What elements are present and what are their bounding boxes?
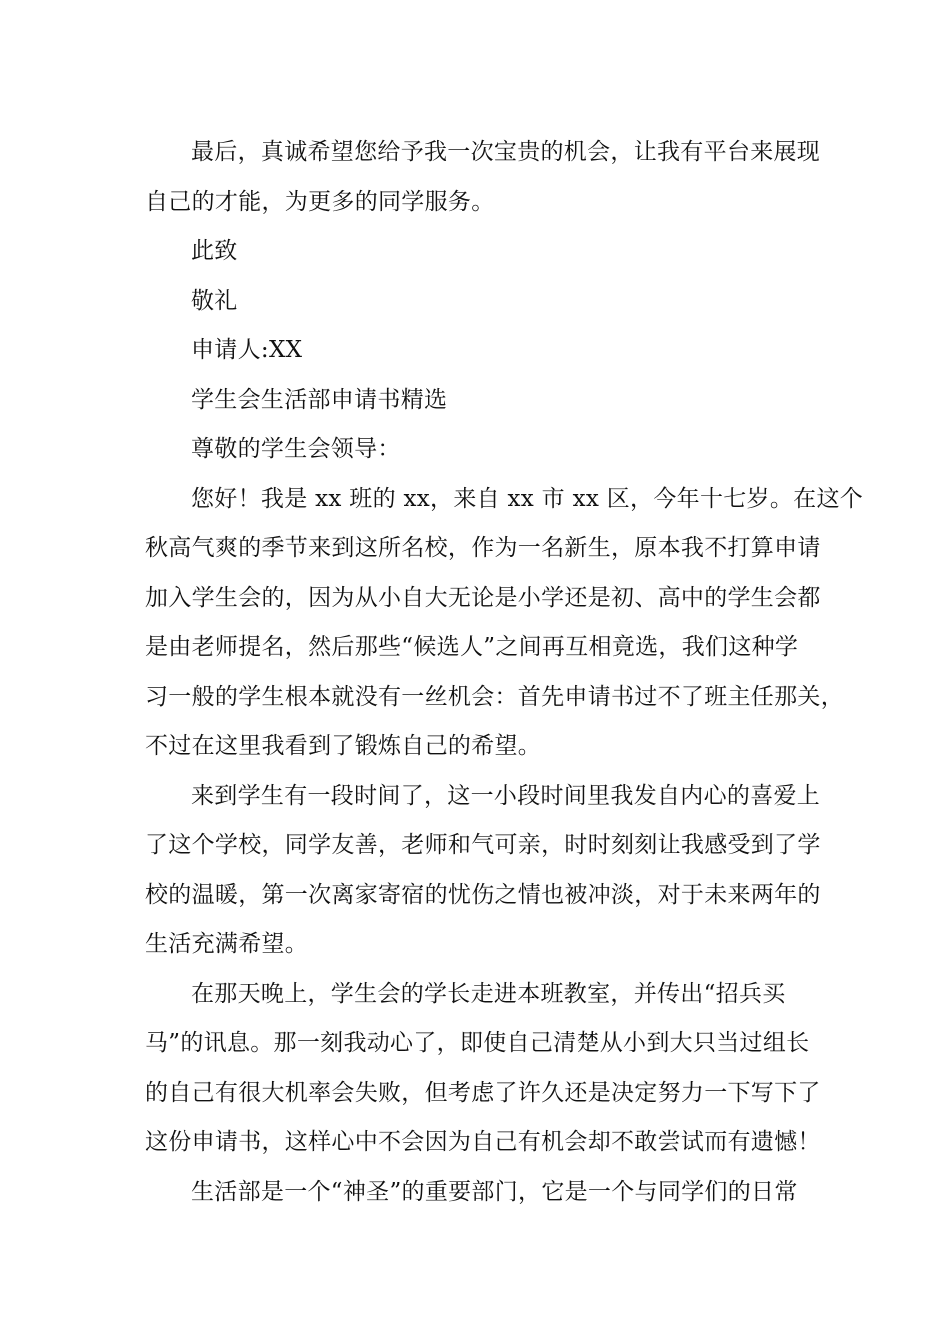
paragraph-line: 秋高气爽的季节来到这所名校，作为一名新生，原本我不打算申请 xyxy=(145,535,821,561)
paragraph-line: 来到学生有一段时间了，这一小段时间里我发自内心的喜爱上 xyxy=(191,782,821,809)
department-paragraph xyxy=(145,1168,825,1218)
salutation-jingli xyxy=(145,277,825,327)
paragraph-line: 最后，真诚希望您给予我一次宝贵的机会，让我有平台来展现 xyxy=(191,139,821,165)
paragraph-line: 学生会生活部申请书精选 xyxy=(191,386,448,413)
paragraph-line: 此致 xyxy=(191,238,238,264)
paragraph-line: 敬礼 xyxy=(191,287,238,314)
paragraph-line: 申请人:XX xyxy=(191,337,303,363)
paragraph-line: 不过在这里我看到了锻炼自己的希望。 xyxy=(145,733,542,759)
paragraph-line: 了这个学校，同学友善，老师和气可亲，时时刻刻让我感受到了学 xyxy=(145,832,821,858)
letter-greeting xyxy=(145,425,825,475)
paragraph-line: 您好！我是 xx 班的 xx，来自 xx 市 xx 区，今年十七岁。在这个 xyxy=(191,485,864,512)
paragraph-line: 生活充满希望。 xyxy=(145,931,309,957)
salutation-cizhi xyxy=(145,227,825,277)
paragraph-line: 是由老师提名，然后那些“候选人”之间再互相竟选，我们这种学 xyxy=(145,634,799,660)
paragraph-line: 生活部是一个“神圣”的重要部门，它是一个与同学们的日常 xyxy=(191,1178,798,1205)
intro-paragraph xyxy=(145,475,864,772)
paragraph-line: 马”的讯息。那一刻我动心了，即使自己清楚从小到大只当过组长 xyxy=(145,1030,810,1056)
paragraph-line: 尊敬的学生会领导： xyxy=(191,436,401,462)
closing-paragraph xyxy=(145,128,825,227)
paragraph-line: 的自己有很大机率会失败，但考虑了许久还是决定努力一下写下了 xyxy=(145,1079,821,1106)
decision-paragraph xyxy=(145,970,825,1168)
section-title xyxy=(145,376,825,426)
paragraph-line: 加入学生会的，因为从小自大无论是小学还是初、高中的学生会都 xyxy=(145,584,821,611)
paragraph-line: 在那天晚上，学生会的学长走进本班教室，并传出“招兵买 xyxy=(191,980,786,1007)
paragraph-line: 校的温暖，第一次离家寄宿的忧伤之情也被冲淡，对于未来两年的 xyxy=(145,881,821,908)
document-page xyxy=(145,128,864,1217)
paragraph-line: 这份申请书，这样心中不会因为自己有机会却不敢尝试而有遗憾！ xyxy=(145,1129,821,1155)
paragraph-line: 自己的才能，为更多的同学服务。 xyxy=(145,188,495,215)
school-paragraph xyxy=(145,772,825,970)
applicant-signature xyxy=(145,326,825,376)
paragraph-line: 习一般的学生根本就没有一丝机会：首先申请书过不了班主任那关， xyxy=(145,683,844,710)
